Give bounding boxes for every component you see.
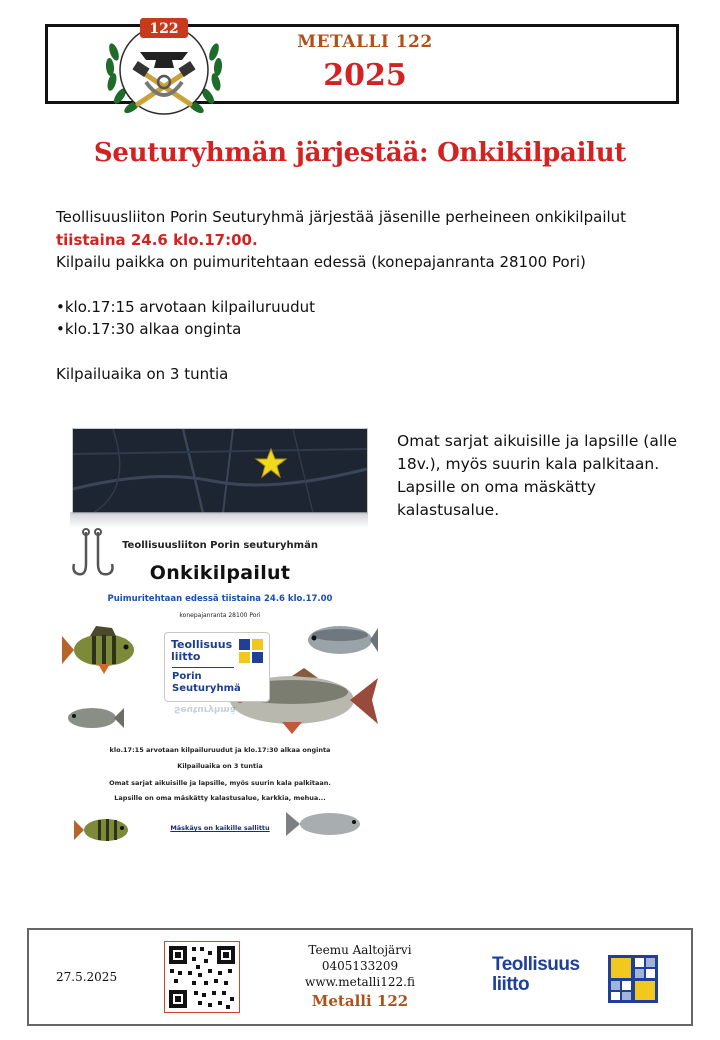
contact-name: Teemu Aaltojärvi	[308, 943, 412, 957]
small-fish-image	[62, 700, 124, 736]
badge-brand: Teollisuus liitto	[171, 638, 233, 663]
schedule-item: •klo.17:30 alkaa onginta	[56, 320, 242, 338]
contact-phone: 0405133209	[321, 959, 399, 973]
badge-reflection: Seuturyhmä	[174, 704, 236, 714]
footer-date: 27.5.2025	[56, 970, 118, 984]
union-badge	[164, 632, 270, 702]
union-grid-icon	[239, 639, 263, 663]
flyer-footer-line: Mäskäys on kaikille sallittu	[170, 824, 270, 832]
event-duration: Kilpailuaika on 3 tuntia	[56, 364, 229, 383]
flyer-line: Kilpailuaika on 3 tuntia	[177, 762, 263, 770]
event-description	[56, 206, 676, 385]
side-description: Omat sarjat aikuisille ja lapsille (alle 18v.), myös suurin kala palkitaan. Lapsille on oma mäskätty kalastusalue.	[397, 432, 677, 519]
event-date: tiistaina 24.6 klo.17:00.	[56, 230, 258, 249]
flyer-subtitle: Puimuritehtaan edessä tiistaina 24.6 klo.17.00	[107, 594, 333, 604]
logo-wordmark: Teollisuus liitto	[492, 954, 580, 995]
footer-brand: Metalli 122	[311, 992, 409, 1010]
qr-code-icon[interactable]	[164, 941, 240, 1013]
flyer-heading: Teollisuusliiton Porin seuturyhmän	[122, 540, 318, 551]
map-image	[72, 428, 368, 514]
flyer-line: klo.17:15 arvotaan kilpailuruudut ja klo.17:30 alkaa onginta	[109, 746, 331, 754]
badge-location: Porin Seuturyhmä	[172, 671, 241, 694]
badge-divider	[172, 667, 234, 668]
bream-fish-image	[300, 618, 378, 664]
page-title: Seuturyhmän järjestää: Onkikilpailut	[93, 138, 627, 168]
header-year: 2025	[323, 58, 407, 93]
flyer-line: Lapsille on oma mäskätty kalastusalue, karkkia, mehua...	[114, 794, 326, 802]
event-flyer	[62, 424, 378, 854]
flyer-title: Onkikilpailut	[149, 562, 291, 584]
flyer-address: konepajanranta 28100 Pori	[179, 612, 261, 619]
flyer-line: Omat sarjat aikuisille ja lapsille, myös suurin kala palkitaan.	[109, 779, 331, 787]
website-link[interactable]: www.metalli122.fi	[305, 975, 415, 989]
org-name: METALLI 122	[297, 32, 433, 52]
perch-fish-image	[62, 620, 142, 676]
union-grid-icon	[608, 955, 658, 1003]
logo-number: 122	[149, 21, 179, 37]
map-reflection	[70, 512, 368, 528]
teollisuusliitto-logo	[492, 955, 662, 1005]
metalli-122-emblem	[100, 12, 228, 120]
schedule-item: •klo.17:15 arvotaan kilpailuruudut	[56, 297, 315, 316]
event-location: Kilpailu paikka on puimuritehtaan edessä (konepajanranta 28100 Pori)	[56, 253, 586, 271]
contact-info	[260, 942, 460, 1012]
intro-text: Teollisuusliiton Porin Seuturyhmä järjestää jäsenille perheineen onkikilpailut	[56, 208, 627, 226]
